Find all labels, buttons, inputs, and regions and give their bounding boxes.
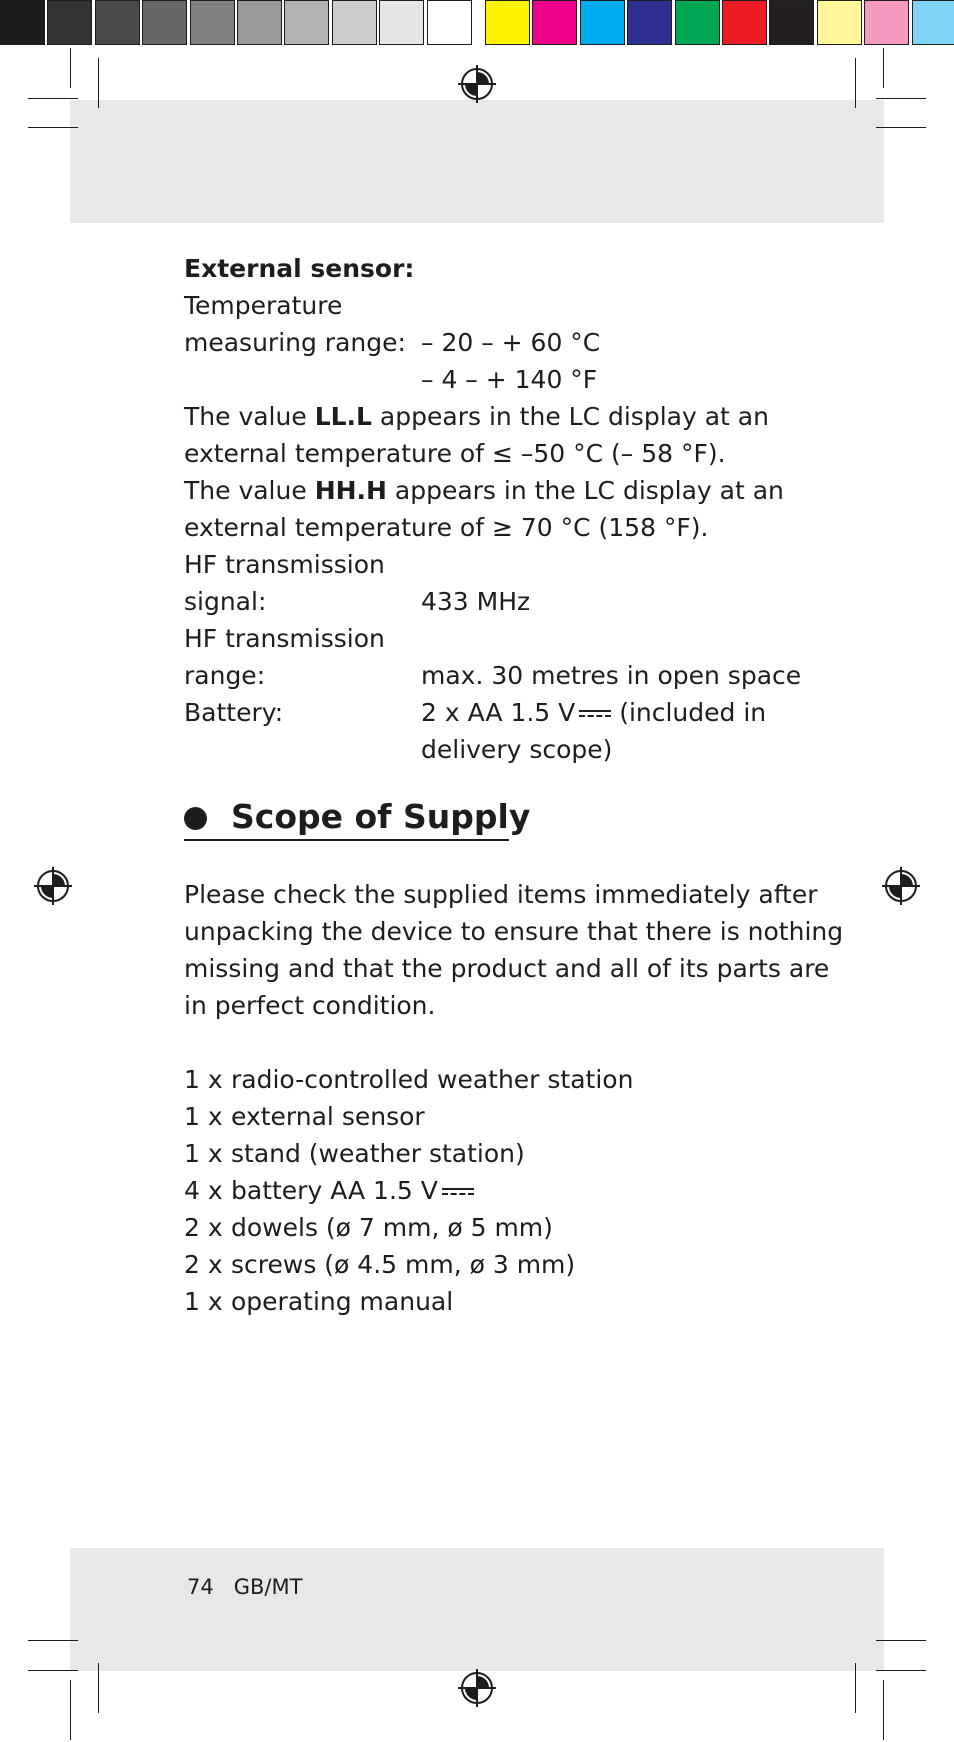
calibration-bar-grayscale [0,0,474,48]
hh-value-code: HH.H [314,476,387,505]
registration-mark-bottom-icon [458,1669,496,1707]
supply-item-qty: 1 x [184,1287,223,1316]
calibration-swatch [284,0,329,45]
page-locale: GB/MT [233,1575,303,1599]
supply-item-qty: 2 x [184,1250,223,1279]
supply-item-qty: 1 x [184,1139,223,1168]
hh-value-line1 [184,472,784,509]
supply-item-text: dowels (ø 7 mm, ø 5 mm) [231,1213,553,1242]
ll-value-code: LL.L [314,402,372,431]
supply-item-qty: 4 x [184,1176,223,1205]
calibration-swatch [580,0,625,45]
calibration-swatch [142,0,187,45]
scope-of-supply-heading [184,795,531,841]
registration-mark-right-icon [882,867,920,905]
battery-label: Battery: [184,698,284,727]
supply-item-text: external sensor [231,1102,425,1131]
calibration-swatch [332,0,377,45]
hf-signal-label-line1: HF transmission [184,550,385,579]
calibration-swatch [532,0,577,45]
supply-item [184,1061,633,1098]
battery-value-line2: delivery scope) [421,735,613,764]
direct-current-icon [442,1187,474,1197]
ll-line-suffix: appears in the LC display at an [371,402,769,431]
supply-item [184,1172,474,1209]
hf-range-value: max. 30 metres in open space [421,661,802,690]
calibration-swatch [627,0,672,45]
intro-line: missing and that the product and all of its parts are [184,954,830,983]
temp-range-label-line1: Temperature [184,291,343,320]
temp-range-fahrenheit: – 4 – + 140 °F [421,365,598,394]
calibration-swatch [379,0,424,45]
supply-item [184,1283,453,1320]
external-sensor-heading: External sensor: [184,254,415,283]
supply-item [184,1209,553,1246]
bullet-icon [184,807,207,830]
hf-signal-value: 433 MHz [421,587,531,616]
temp-range-label-line2: measuring range: [184,328,406,357]
hh-value-line2: external temperature of ≥ 70 °C (158 °F). [184,513,709,542]
temp-range-celsius: – 20 – + 60 °C [421,328,601,357]
hf-range-label-line1: HF transmission [184,624,385,653]
battery-value-note: (included in [611,698,767,727]
ll-line-prefix: The value [184,402,315,431]
supply-item-text: screws (ø 4.5 mm, ø 3 mm) [231,1250,576,1279]
calibration-swatch [47,0,92,45]
supply-item-text: operating manual [231,1287,454,1316]
calibration-bar-color [485,0,954,48]
calibration-swatch [912,0,954,45]
hf-range-label-line2: range: [184,661,266,690]
calibration-swatch [237,0,282,45]
calibration-swatch [817,0,862,45]
ll-value-line1 [184,398,769,435]
calibration-swatch [864,0,909,45]
supply-item-text: radio-controlled weather station [231,1065,634,1094]
intro-line: Please check the supplied items immediately after [184,880,818,909]
page-number: 74 [187,1575,214,1599]
supply-item [184,1246,575,1283]
battery-value-text: 2 x AA 1.5 V [421,698,576,727]
supply-item-qty: 1 x [184,1065,223,1094]
calibration-swatch [427,0,472,45]
intro-line: unpacking the device to ensure that there is nothing [184,917,844,946]
supply-item-qty: 1 x [184,1102,223,1131]
calibration-swatch [722,0,767,45]
calibration-swatch [675,0,720,45]
header-band [70,100,884,223]
registration-mark-top-icon [458,65,496,103]
footer-band [70,1548,884,1671]
supply-item-text: stand (weather station) [231,1139,525,1168]
page-footer [187,1572,302,1602]
intro-line: in perfect condition. [184,991,436,1020]
hh-line-suffix: appears in the LC display at an [386,476,784,505]
calibration-swatch [485,0,530,45]
supply-item-text: battery AA 1.5 V [231,1176,438,1205]
hh-line-prefix: The value [184,476,315,505]
battery-value-line1 [421,694,766,731]
supply-item [184,1098,425,1135]
calibration-swatch [190,0,235,45]
supply-item [184,1135,525,1172]
registration-mark-left-icon [34,867,72,905]
hf-signal-label-line2: signal: [184,587,267,616]
calibration-swatch [0,0,45,45]
calibration-swatch [95,0,140,45]
calibration-swatch [769,0,814,45]
ll-value-line2: external temperature of ≤ –50 °C (– 58 °F). [184,439,726,468]
scope-of-supply-title: Scope of Supply [231,797,531,836]
supply-item-qty: 2 x [184,1213,223,1242]
direct-current-icon [579,709,611,719]
